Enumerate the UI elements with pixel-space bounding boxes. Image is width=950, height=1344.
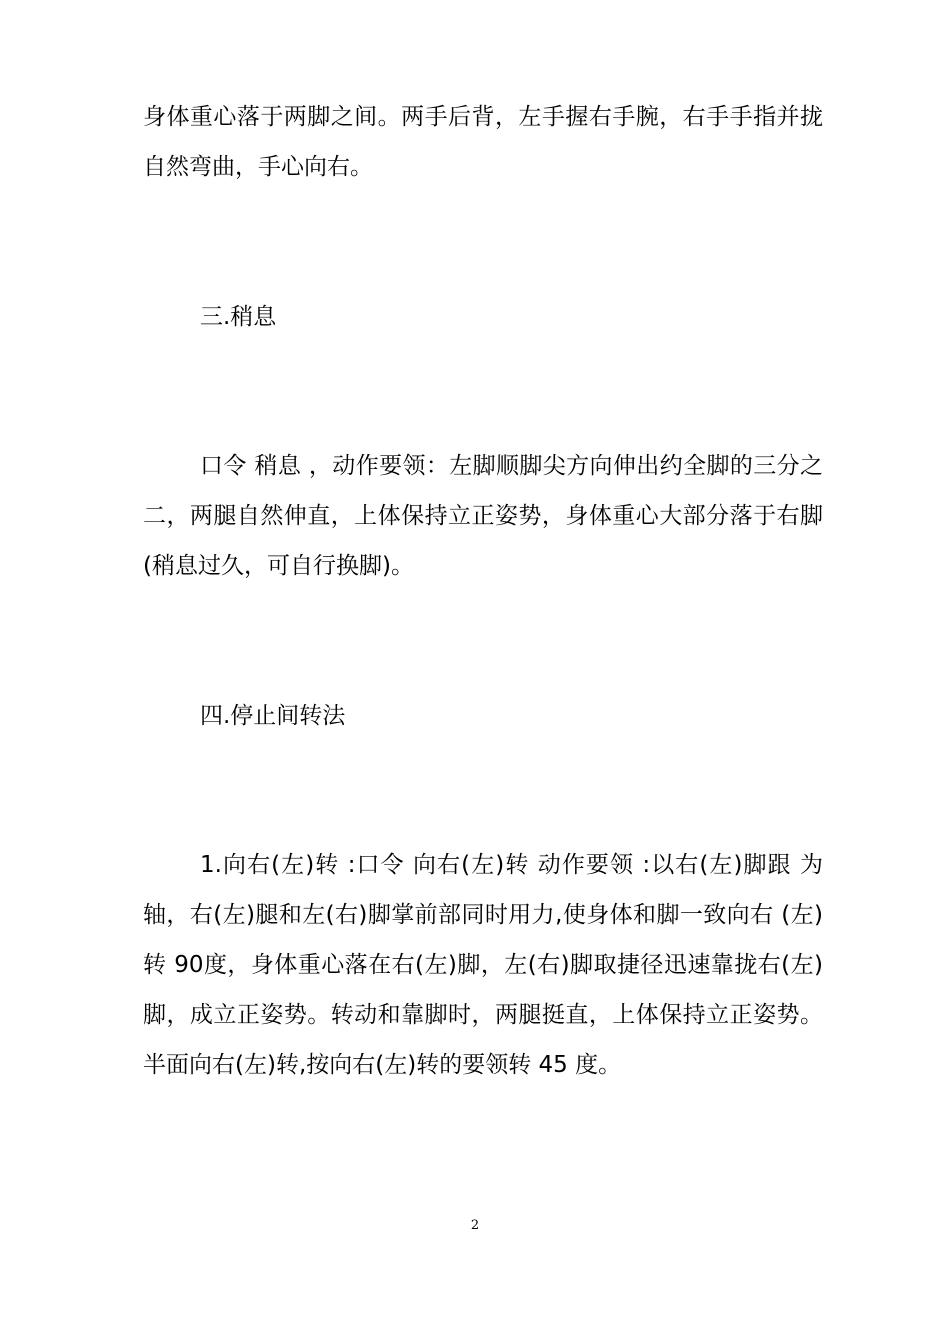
paragraph-at-ease-command: 口令 稍息 ，动作要领：左脚顺脚尖方向伸出约全脚的三分之二，两腿自然伸直，上体保持立正姿势，身体重心大部分落于右脚(稍息过久，可自行换脚)。 (143, 453, 823, 579)
section-heading-facing-movements: 四.停止间转法 (200, 703, 346, 729)
section-heading-at-ease: 三.稍息 (200, 304, 277, 330)
page-number: 2 (470, 1218, 480, 1233)
paragraph-posture-continuation: 身体重心落于两脚之间。两手后背，左手握右手腕，右手手指并拢自然弯曲，手心向右。 (143, 104, 823, 180)
paragraph-right-face: 1.向右(左)转 :口令 向右(左)转 动作要领 :以右(左)脚跟 为轴，右(左)腿和左(右)脚掌前部同时用力,使身体和脚一致向右 (左)转 90度，身体重心落在右(左)脚，左(右)脚取捷径迅速靠拢右(左)脚，成立正姿势。转动和靠脚时，两腿挺直，上体保持立正姿势。半面向右(左)转,按向右(左)转的要领转 45 度。 (143, 852, 823, 1078)
